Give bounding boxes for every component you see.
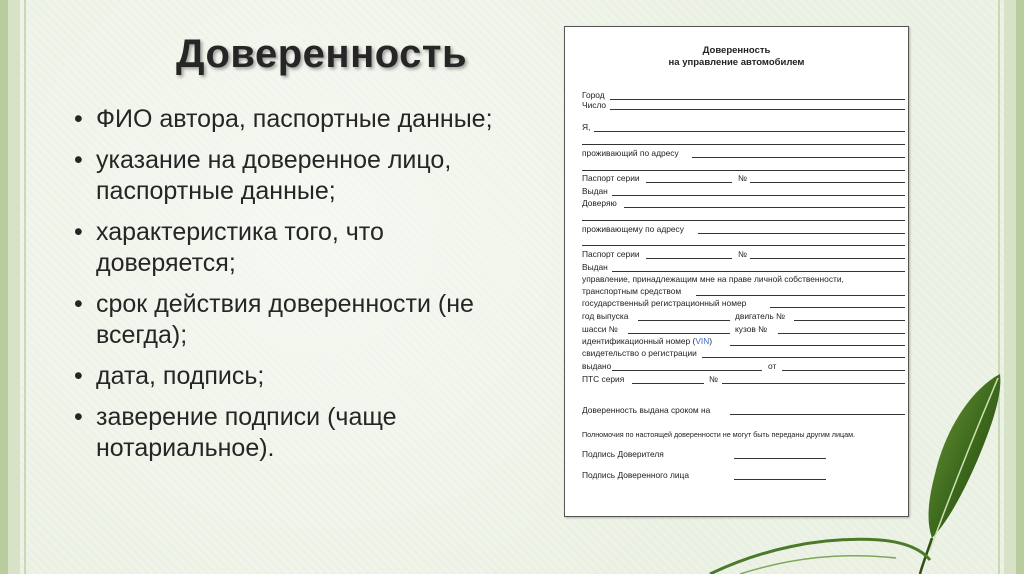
field-line [638,320,730,321]
quill-feather-icon [700,360,1024,574]
field-label: государственный регистрационный номер [582,298,747,308]
form-subtitle: на управление автомобилем [668,57,805,68]
field-blank-line [582,235,890,247]
field-line [582,245,905,246]
field-label: свидетельство о регистрации [582,348,697,358]
field-passport-2 [582,248,890,260]
field-line [702,357,905,358]
bullet-list [72,104,512,474]
bullet-marker: • [74,218,83,246]
field-label: проживающему по адресу [582,224,684,234]
field-label: Город [582,90,605,100]
field-label: управление, принадлежащим мне на праве личной собственности, [582,274,844,284]
field-date [582,99,890,111]
bullet-text: характеристика того, что доверяется; [96,218,384,277]
field-reg-number [582,297,890,309]
field-label: Доверенность выдана сроком на [582,405,711,415]
field-label: двигатель № [735,311,786,321]
field-label: Выдан [582,262,608,272]
bullet-item [72,289,512,351]
bullet-text: срок действия доверенности (не всегда); [96,290,474,349]
field-line [632,383,704,384]
field-chassis-body [582,323,890,335]
field-label: Паспорт серии [582,173,640,183]
form-notice: Полномочия по настоящей доверенности не могут быть переданы другим лицам. [582,430,856,439]
field-label: Подпись Доверенного лица [582,470,690,480]
border-line-left [24,0,26,574]
field-label: Подпись Доверителя [582,449,664,459]
bullet-marker: • [74,290,83,318]
field-blank-line [582,160,890,172]
field-line [770,307,905,308]
bullet-item [72,217,512,279]
field-line [582,144,905,145]
field-label: кузов № [735,324,768,334]
field-line [794,320,905,321]
field-management [582,273,890,285]
field-line [610,109,905,110]
field-label: ПТС серия [582,374,625,384]
field-line [750,182,905,183]
bullet-marker: • [74,105,83,133]
field-line [582,220,905,221]
field-line [698,233,905,234]
field-trust [582,197,890,209]
field-line [730,345,905,346]
field-line [646,182,732,183]
field-label: год выпуска [582,311,629,321]
field-label [582,336,712,346]
bullet-marker: • [74,146,83,174]
field-line [696,295,905,296]
bullet-item [72,361,512,392]
field-label: выдано [582,361,612,371]
bullet-item [72,402,512,464]
field-label: № [738,249,747,259]
field-certificate [582,347,890,359]
field-line [646,258,732,259]
bullet-item [72,104,512,135]
vin-abbreviation: VIN [695,336,710,346]
field-label: шасси № [582,324,618,334]
field-address [582,147,890,159]
vin-close-paren: ) [709,336,713,346]
field-blank-line [582,210,890,222]
field-label: проживающий по адресу [582,148,679,158]
field-vin [582,335,890,347]
field-label: № [738,173,747,183]
field-blank-line [582,134,890,146]
field-label: от [768,361,777,371]
field-label: Выдан [582,186,608,196]
field-label: Паспорт серии [582,249,640,259]
field-address-2 [582,223,890,235]
field-passport [582,172,890,184]
field-label: транспортным средством [582,286,682,296]
field-line [582,170,905,171]
slide-title: Доверенность [176,32,468,76]
field-line [624,207,905,208]
field-line [750,258,905,259]
bullet-marker: • [74,362,83,390]
field-label: Доверяю [582,198,617,208]
field-line [778,333,905,334]
field-label: Я, [582,122,591,132]
field-i [582,121,890,133]
field-line [692,157,905,158]
vin-label-text: идентификационный номер ( [582,336,696,346]
feather-swash-thin [740,556,896,574]
field-vehicle [582,285,890,297]
field-issued-2 [582,261,890,273]
field-line [628,333,730,334]
bullet-text: заверение подписи (чаще нотариальное). [96,403,397,462]
field-label: Число [582,100,607,110]
bullet-text: дата, подпись; [96,362,265,390]
form-title: Доверенность [702,45,771,56]
bullet-text: указание на доверенное лицо, паспортные данные; [96,146,452,205]
field-line [612,195,905,196]
bullet-text: ФИО автора, паспортные данные; [96,105,493,133]
feather-swash [710,539,930,574]
field-line [594,131,905,132]
bullet-marker: • [74,403,83,431]
field-issued [582,185,890,197]
field-label: № [709,374,718,384]
field-line [612,271,905,272]
field-year-engine [582,310,890,322]
bullet-item [72,145,512,207]
